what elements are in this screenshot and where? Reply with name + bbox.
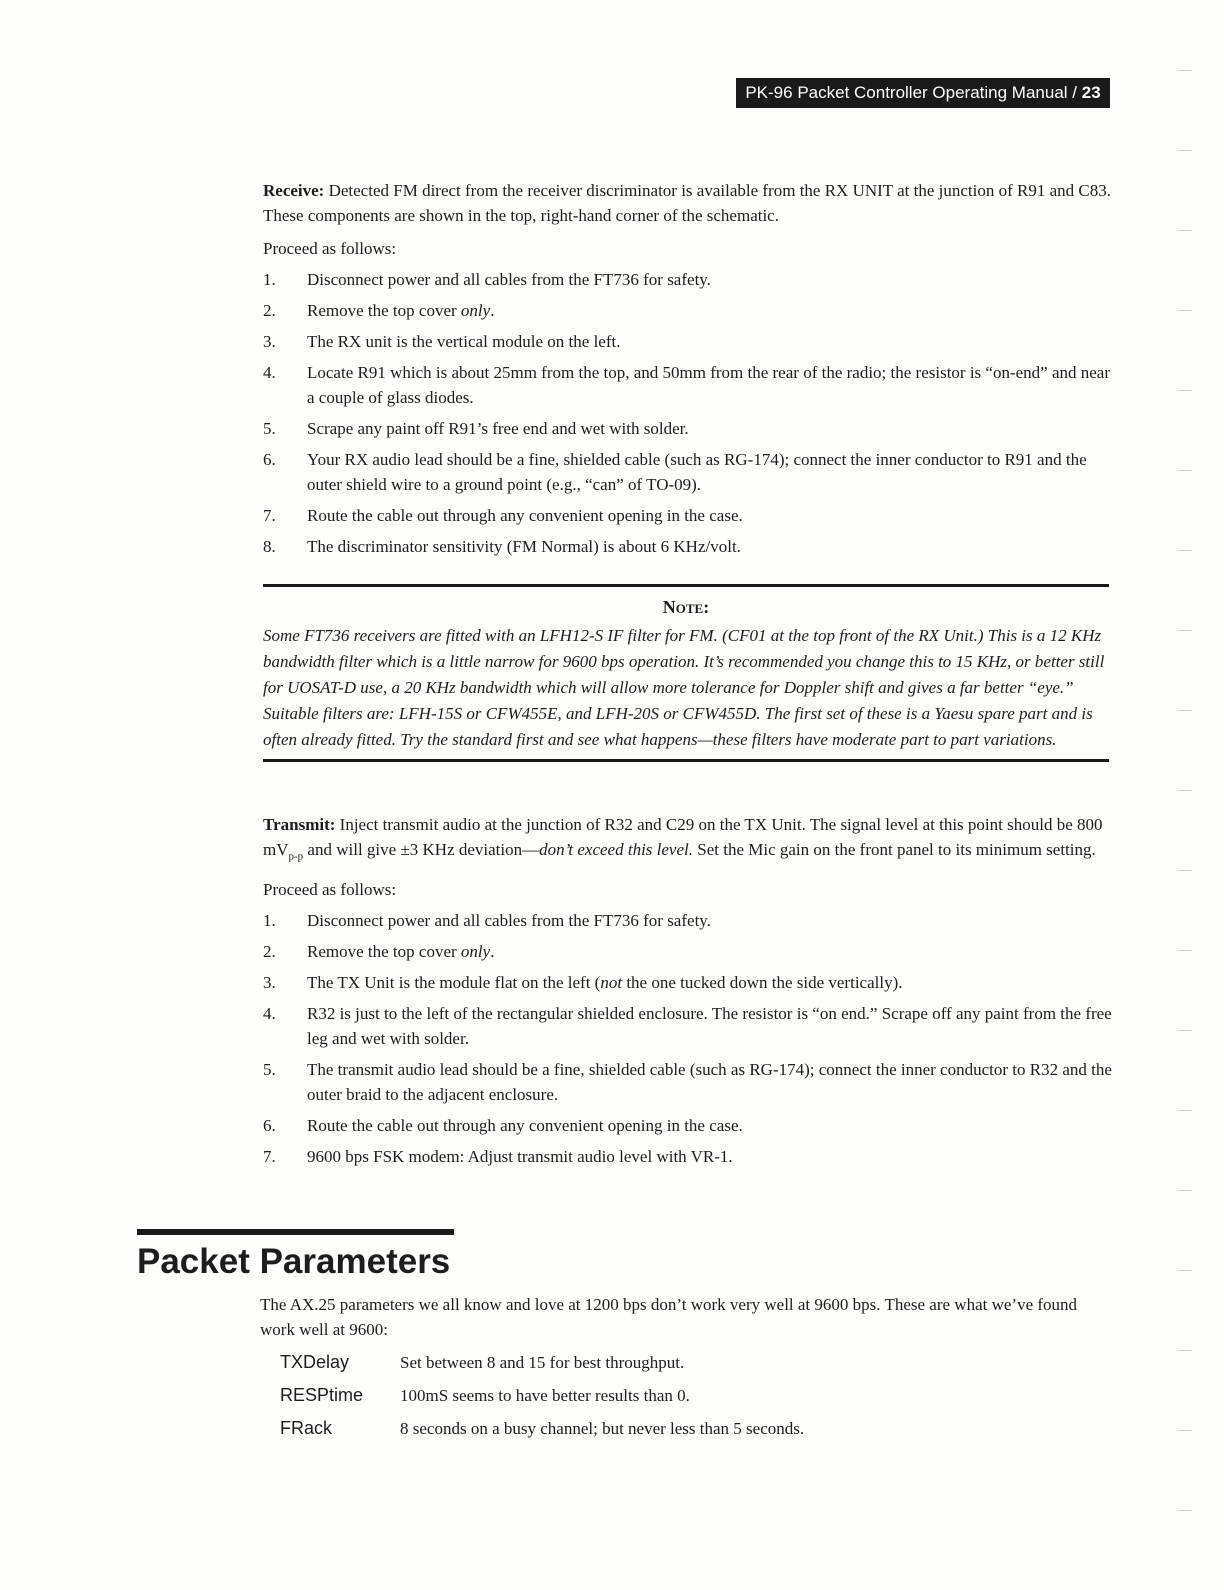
param-desc: 8 seconds on a busy channel; but never less than 5 seconds. <box>400 1419 805 1438</box>
header-title: PK-96 Packet Controller Operating Manual / <box>745 83 1082 102</box>
transmit-steps <box>263 908 1112 1169</box>
receive-steps <box>263 267 1112 559</box>
list-item: 1. Disconnect power and all cables from the FT736 for safety. <box>263 270 711 289</box>
receive-proceed: Proceed as follows: <box>263 239 397 258</box>
receive-lead: Receive: <box>263 181 325 200</box>
list-item: 3. The TX Unit is the module flat on the left (not the one tucked down the side vertically). <box>263 973 903 993</box>
param-desc: Set between 8 and 15 for best throughput. <box>400 1353 685 1372</box>
running-header <box>736 78 1110 108</box>
transmit-paragraph: Transmit: Inject transmit audio at the junction of R32 and C29 on the TX Unit. The signal level at this point should be 800 $mV_{p-p}$ and will give ±3 KHz deviation—don’t exceed this level. Set the Mic gain on the front panel to its minimum setting. <box>263 815 1103 863</box>
list-item: 5. Scrape any paint off R91’s free end and wet with solder. <box>263 419 689 438</box>
list-item: 4. R32 is just to the left of the rectangular shielded enclosure. The resistor is “on end.” Scrape off any paint from the free leg and wet with solder. <box>263 1004 1112 1049</box>
list-item: 7. Route the cable out through any convenient opening in the case. <box>263 506 743 525</box>
list-item: 1. Disconnect power and all cables from the FT736 for safety. <box>263 911 711 931</box>
note-body: Some FT736 receivers are fitted with an LFH12-S IF filter for FM. (CF01 at the top front of the RX Unit.) This is a 12 KHz bandwidth filter which is a little narrow for 9600 bps operation. It’s recommended you change this to 15 KHz, or better still for UOSAT-D use, a 20 KHz bandwidth which will allow more tolerance for Doppler shift and gives a far better “eye.” Suitable filters are: LFH-15S or CFW455E, and LFH-20S or CFW455D. The first set of these is a Yaesu spare part and is often already fitted. Try the standard first and see what happens—these filters have moderate part to part variations. <box>263 626 1105 749</box>
list-item: 3. The RX unit is the vertical module on the left. <box>263 332 621 351</box>
param-name: RESPtime <box>280 1385 364 1405</box>
list-item: 6. Your RX audio lead should be a fine, shielded cable (such as RG-174); connect the inner conductor to R91 and the outer shield wire to a ground point (e.g., “can” of TO-09). <box>263 450 1087 494</box>
section-rule <box>137 1229 454 1235</box>
page-number: 23 <box>1081 83 1101 102</box>
margin-ticks <box>1178 70 1192 1590</box>
transmit-proceed: Proceed as follows: <box>263 880 397 900</box>
param-name: FRack <box>280 1418 333 1438</box>
param-desc: 100mS seems to have better results than 0. <box>400 1386 690 1405</box>
section-heading: Packet Parameters <box>137 1242 451 1281</box>
packet-section <box>260 1292 1110 1441</box>
list-item: 2. Remove the top cover only. <box>263 301 495 320</box>
list-item: 6. Route the cable out through any convenient opening in the case. <box>263 1116 743 1136</box>
param-row <box>260 1383 1110 1408</box>
param-row <box>260 1416 1110 1441</box>
list-item: 5. The transmit audio lead should be a fine, shielded cable (such as RG-174); connect the inner conductor to R32 and the outer braid to the adjacent enclosure. <box>263 1060 1112 1105</box>
list-item: 4. Locate R91 which is about 25mm from the top, and 50mm from the rear of the radio; the resistor is “on-end” and near a couple of glass diodes. <box>263 363 1111 407</box>
note-box <box>263 584 1109 762</box>
transmit-lead: Transmit: <box>263 815 336 834</box>
receive-section <box>263 178 1112 559</box>
note-title: Note: <box>662 597 710 617</box>
param-row <box>260 1350 1110 1375</box>
transmit-section <box>263 812 1112 1169</box>
list-item: 8. The discriminator sensitivity (FM Normal) is about 6 KHz/volt. <box>263 537 741 556</box>
receive-text: Detected FM direct from the receiver discriminator is available from the RX UNIT at the junction of R91 and C83. These components are shown in the top, right-hand corner of the schematic. <box>263 181 1112 225</box>
list-item: 2. Remove the top cover only. <box>263 942 495 962</box>
param-name: TXDelay <box>280 1352 350 1372</box>
packet-intro: The AX.25 parameters we all know and love at 1200 bps don’t work very well at 9600 bps. These are what we’ve found work well at 9600: <box>260 1295 1078 1339</box>
list-item: 7. 9600 bps FSK modem: Adjust transmit audio level with VR-1. <box>263 1147 733 1167</box>
receive-paragraph <box>263 178 1112 228</box>
